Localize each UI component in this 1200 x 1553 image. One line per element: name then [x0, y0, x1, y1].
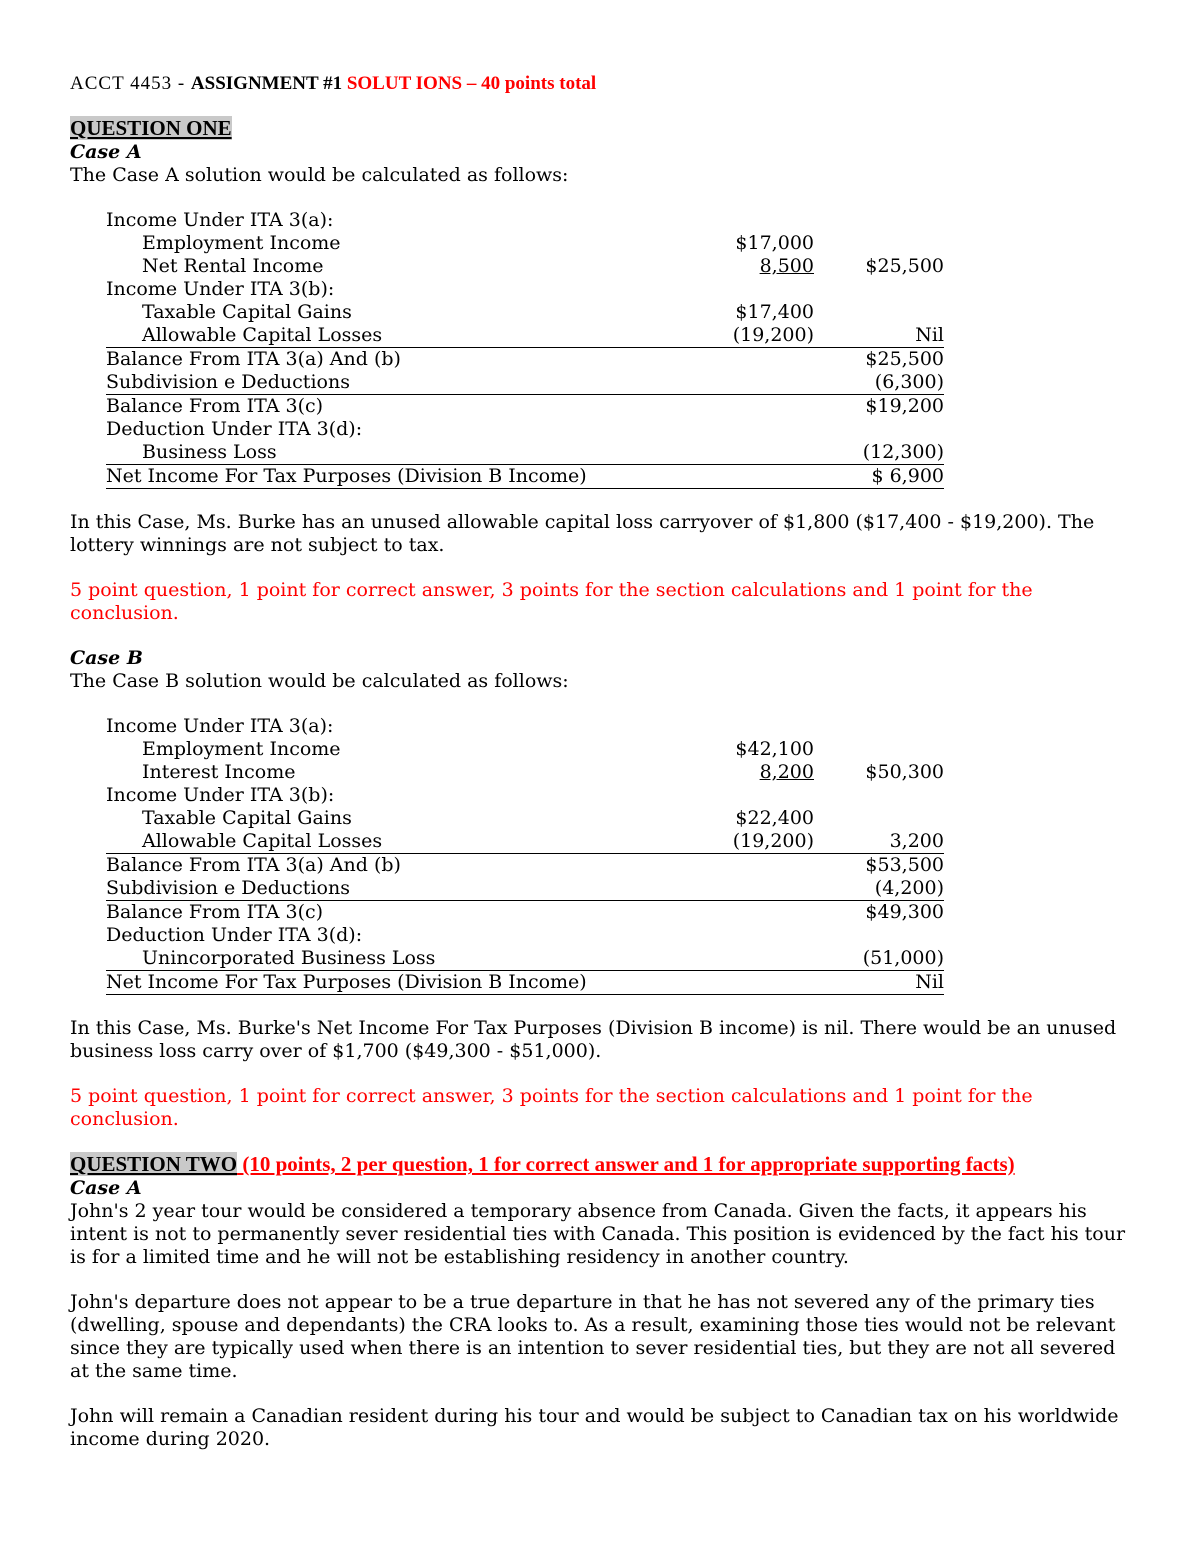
- calc-total: $25,500: [865, 255, 944, 277]
- calc-row: [106, 465, 944, 489]
- calc-label: Net Rental Income: [142, 255, 324, 277]
- calc-row: [106, 441, 944, 465]
- calc-value: (19,200): [696, 324, 814, 348]
- q1-case-a-grading: 5 point question, 1 point for correct answer, 3 points for the section calculations and 1 point for the conclusion.: [70, 579, 1033, 624]
- course-code: ACCT 4453: [70, 73, 173, 94]
- calc-total: Nil: [814, 971, 944, 995]
- calc-row: [106, 947, 944, 971]
- calc-row: [106, 901, 944, 925]
- calc-value: $17,400: [735, 301, 814, 323]
- calc-value: $22,400: [735, 807, 814, 829]
- question-two-heading: QUESTION TWO: [70, 1152, 238, 1176]
- calc-label: Income Under ITA 3(b):: [106, 784, 335, 806]
- calc-total: Nil: [814, 324, 944, 348]
- calc-value: 8,200: [759, 761, 814, 783]
- calc-row: [106, 418, 944, 441]
- q1-case-b-conclusion: In this Case, Ms. Burke's Net Income For Tax Purposes (Division B income) is nil. There would be an unused business loss carry over of $1,700 ($49,300 - $51,000).: [70, 1017, 1117, 1062]
- calc-value: $42,100: [735, 738, 814, 760]
- calc-label: Subdivision e Deductions: [106, 877, 696, 901]
- document-page: [70, 72, 1140, 1451]
- calc-row: [106, 971, 944, 995]
- question-two-points: (10 points, 2 per question, 1 for correct answer and 1 for appropriate supporting facts): [237, 1152, 1015, 1176]
- calc-row: [106, 278, 944, 301]
- calc-label: Balance From ITA 3(c): [106, 901, 324, 923]
- calc-row: [106, 395, 944, 419]
- calc-row: [106, 209, 944, 232]
- calc-row: [106, 854, 944, 878]
- q1-case-a-conclusion: In this Case, Ms. Burke has an unused allowable capital loss carryover of $1,800 ($17,400 - $19,200). The lottery winnings are not subject to tax.: [70, 511, 1095, 556]
- calc-label: Taxable Capital Gains: [142, 301, 352, 323]
- calc-total: $50,300: [865, 761, 944, 783]
- q1-case-b-calc-table: [106, 715, 944, 995]
- calc-row: [106, 784, 944, 807]
- q1-case-a-title: Case A: [70, 141, 142, 163]
- assignment-label: ASSIGNMENT #1: [190, 73, 343, 94]
- calc-row: [106, 877, 944, 901]
- calc-label: Net Income For Tax Purposes (Division B Income): [106, 971, 696, 995]
- calc-total: $19,200: [865, 395, 944, 417]
- calc-label: Taxable Capital Gains: [142, 807, 352, 829]
- calc-row: [106, 348, 944, 372]
- q1-case-b-title: Case B: [70, 647, 143, 669]
- calc-row: [106, 830, 944, 854]
- calc-row: [106, 924, 944, 947]
- calc-label: Business Loss: [106, 441, 696, 465]
- calc-total: (6,300): [814, 371, 944, 395]
- calc-label: Employment Income: [142, 232, 341, 254]
- calc-label: Income Under ITA 3(b):: [106, 278, 335, 300]
- calc-total: $25,500: [865, 348, 944, 370]
- calc-label: Balance From ITA 3(c): [106, 395, 324, 417]
- calc-label: Interest Income: [142, 761, 296, 783]
- calc-row: [106, 807, 944, 830]
- calc-label: Employment Income: [142, 738, 341, 760]
- calc-label: Income Under ITA 3(a):: [106, 715, 334, 737]
- calc-row: [106, 761, 944, 784]
- calc-value: $17,000: [735, 232, 814, 254]
- calc-label: Allowable Capital Losses: [106, 830, 696, 854]
- calc-value: (19,200): [696, 830, 814, 854]
- document-title: [70, 72, 1140, 95]
- calc-label: Deduction Under ITA 3(d):: [106, 418, 363, 440]
- question-one-heading: QUESTION ONE: [70, 116, 232, 140]
- q1-case-a-calc-table: [106, 209, 944, 489]
- q1-case-a-intro: The Case A solution would be calculated as follows:: [70, 164, 569, 186]
- calc-value: 8,500: [759, 255, 814, 277]
- title-separator: -: [172, 73, 191, 94]
- calc-row: [106, 371, 944, 395]
- calc-label: Income Under ITA 3(a):: [106, 209, 334, 231]
- calc-total: (51,000): [814, 947, 944, 971]
- question-two-section: [70, 1153, 1140, 1451]
- calc-total: (4,200): [814, 877, 944, 901]
- calc-row: [106, 715, 944, 738]
- calc-row: [106, 232, 944, 255]
- q2-case-a-title: Case A: [70, 1177, 142, 1199]
- calc-label: Deduction Under ITA 3(d):: [106, 924, 363, 946]
- solutions-label: SOLUT IONS – 40 points total: [342, 73, 597, 94]
- q2-case-a-paragraph-1: John's 2 year tour would be considered a temporary absence from Canada. Given the facts, it appears his intent is not to permanently sever residential ties with Canada. This position is evidenced by the fact his tour is for a limited time and he will not be establishing residency in another country.: [70, 1200, 1126, 1268]
- calc-label: Balance From ITA 3(a) And (b): [106, 854, 401, 876]
- question-one-section: [70, 117, 1140, 1153]
- calc-label: Unincorporated Business Loss: [106, 947, 696, 971]
- calc-row: [106, 301, 944, 324]
- q2-case-a-paragraph-3: John will remain a Canadian resident during his tour and would be subject to Canadian tax on his worldwide income during 2020.: [70, 1405, 1119, 1450]
- q1-case-b-grading: 5 point question, 1 point for correct answer, 3 points for the section calculations and 1 point for the conclusion.: [70, 1085, 1033, 1130]
- calc-row: [106, 255, 944, 278]
- question-two-heading-line: [70, 1153, 1140, 1177]
- calc-row: [106, 324, 944, 348]
- calc-total: $49,300: [865, 901, 944, 923]
- calc-total: $53,500: [865, 854, 944, 876]
- calc-total: $ 6,900: [814, 465, 944, 489]
- q2-case-a-paragraph-2: John's departure does not appear to be a true departure in that he has not severed any of the primary ties (dwelling, spouse and dependants) the CRA looks to. As a result, examining those ties would not be relevant since they are typically used when there is an intention to sever residential ties, but they are not all severed at the same time.: [70, 1291, 1116, 1382]
- calc-label: Allowable Capital Losses: [106, 324, 696, 348]
- calc-label: Subdivision e Deductions: [106, 371, 696, 395]
- calc-total: 3,200: [814, 830, 944, 854]
- calc-label: Balance From ITA 3(a) And (b): [106, 348, 401, 370]
- calc-label: Net Income For Tax Purposes (Division B Income): [106, 465, 696, 489]
- calc-row: [106, 738, 944, 761]
- calc-total: (12,300): [814, 441, 944, 465]
- q1-case-b-intro: The Case B solution would be calculated as follows:: [70, 670, 569, 692]
